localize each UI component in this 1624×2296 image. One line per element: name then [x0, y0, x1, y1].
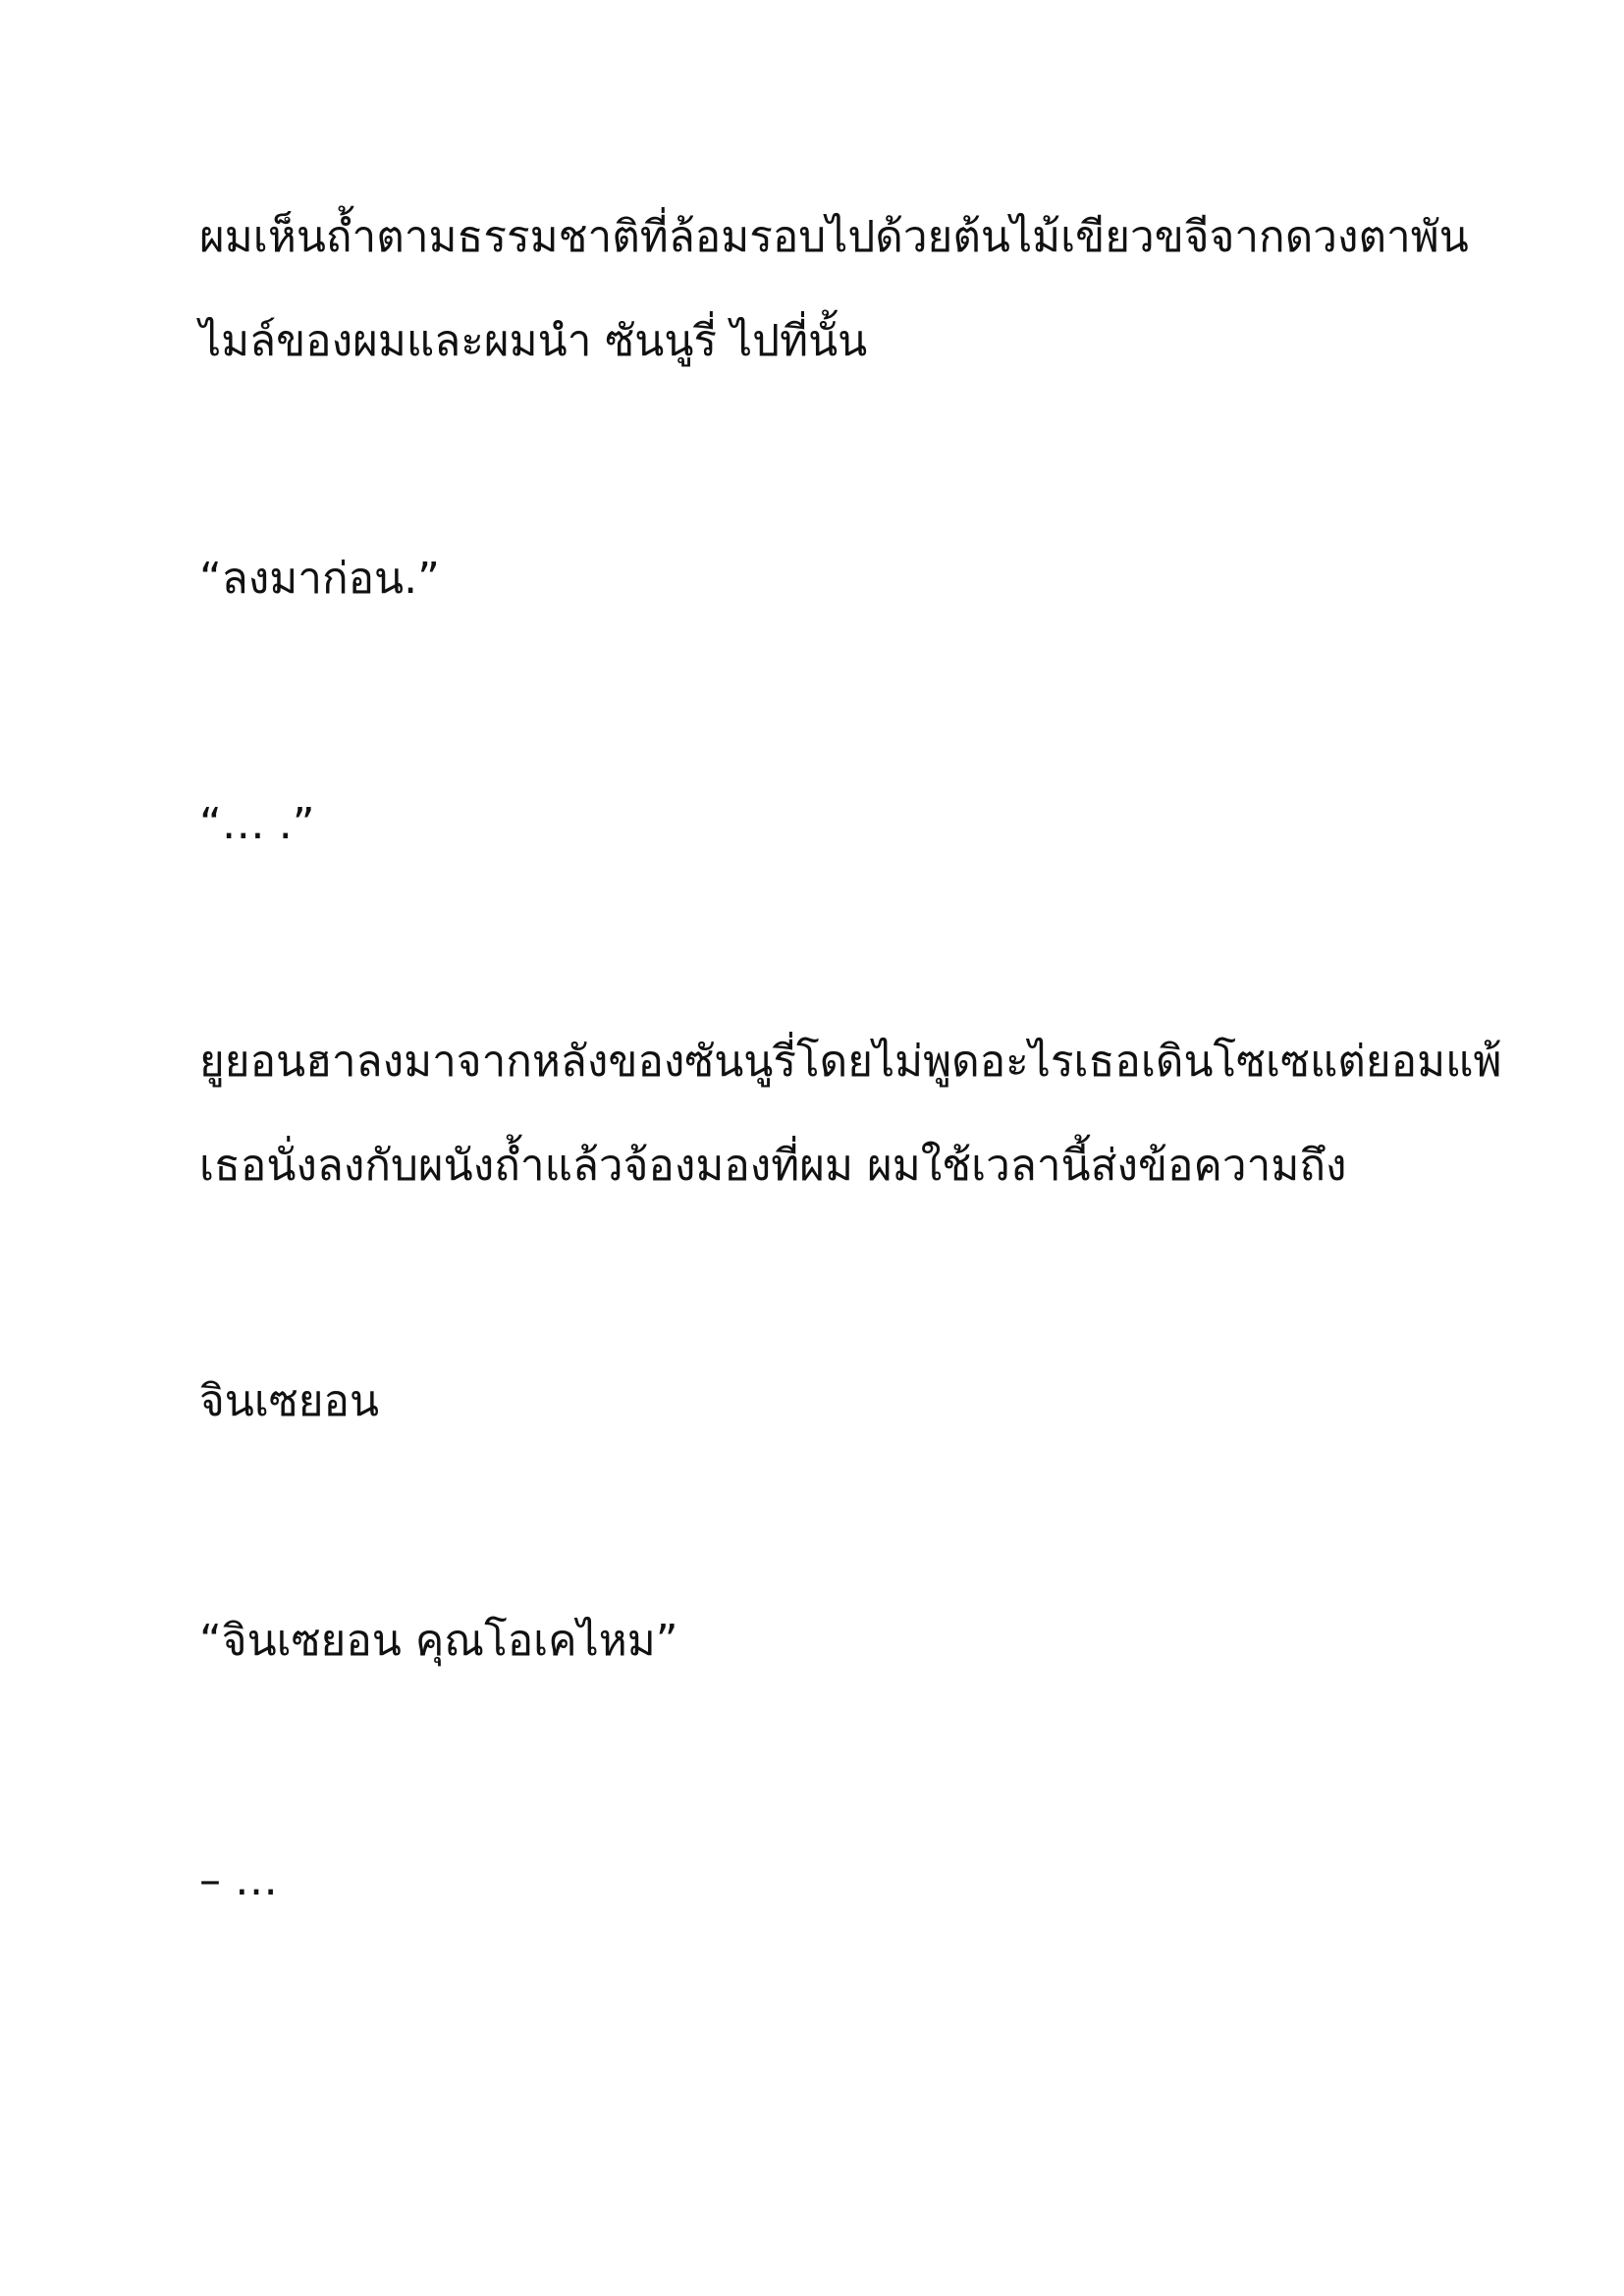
paragraph-line-2: ไมล์ของผมและผมนำ ซันนูรี่ ไปที่นั้น [199, 316, 868, 366]
paragraph-line-1: ผมเห็นถ้ำตามธรรมชาติที่ล้อมรอบไปด้วยต้นไม้เขียวขจีจากดวงตาพัน [199, 212, 1469, 262]
name-line: จินเซยอน [199, 1376, 380, 1426]
dialogue-line-1: “ลงมาก่อน.” [199, 554, 440, 604]
paragraph-line-3: ยูยอนฮาลงมาจากหลังของซันนูรี่โดยไม่พูดอะไรเธอเดินโซเซแต่ยอมแพ้ [199, 1037, 1502, 1087]
dialogue-line-3: “จินเซยอน คุณโอเคไหม” [199, 1616, 678, 1666]
dialogue-line-2: “… .” [199, 799, 315, 849]
paragraph-line-4: เธอนั่งลงกับผนังถ้ำแล้วจ้องมองที่ผม ผมใช้เวลานี้ส่งข้อความถึง [199, 1141, 1347, 1191]
reply-line: – … [199, 1855, 278, 1905]
